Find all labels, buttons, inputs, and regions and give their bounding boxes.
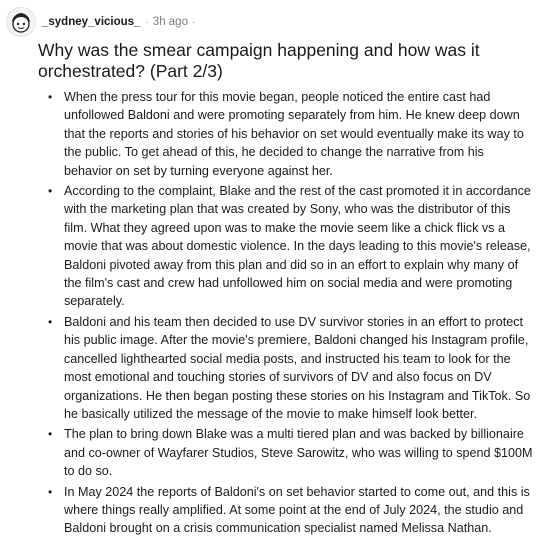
post-author[interactable]: _sydney_vicious_ — [42, 16, 141, 28]
list-item — [38, 483, 534, 538]
list-item-text: In May 2024 the reports of Baldoni's on set behavior started to come out, and this is where things really amplified. At some point at the end of July 2024, the studio and Baldoni brought on a crisis communication specialist named Melissa Nathan. — [64, 484, 530, 536]
meta-trailing-dot: · — [191, 16, 196, 28]
bullet-icon: • — [48, 314, 53, 329]
bullet-icon: • — [48, 90, 53, 104]
list-item-text: When the press tour for this movie began, people noticed the entire cast had unfollowed Baldoni and were promoting separately from him. He knew deep down that the reports and stories of his behavior on set would eventually make its way to the public. To get ahead of this, he decided to change the narrative from his behavior on set by turning everyone against her. — [64, 90, 524, 178]
post-body-list — [38, 88, 534, 540]
list-item — [38, 88, 534, 180]
list-item — [38, 313, 534, 423]
list-item-text: Baldoni and his team then decided to use DV survivor stories in an effort to protect his public image. After the movie's premiere, Baldoni changed his Instagram profile, cancelled lighthearted social media posts, and instructed his team to look for the most emotional and touching stories of survivors of DV and also focus on DV organizations. He then began posting these stories on his Instagram and TikTok. So he basically utilized the message of the movie to make himself look better. — [64, 314, 531, 421]
list-item-text: The plan to bring down Blake was a multi tiered plan and was backed by billionaire and co-owner of Wayfarer Studios, Steve Sarowitz, who was willing to spend $100M to do so. — [64, 427, 533, 479]
list-item — [38, 182, 534, 311]
post-title[interactable]: Why was the smear campaign happening and how was it orchestrated? (Part 2/3) — [38, 40, 480, 81]
meta-separator: · — [145, 16, 149, 28]
post-timestamp: 3h ago — [152, 16, 188, 28]
bullet-icon: • — [48, 427, 53, 442]
list-item — [38, 425, 534, 480]
list-item-text: According to the complaint, Blake and the rest of the cast promoted it in accordance with the marketing plan that was created by Sony, who was the distributor of this film. What they agreed upon was to make the movie seem like a chick flick vs a movie that was about domestic violence. In the days leading to this movie's release, Baldoni pivoted away from this plan and did so in an effort to explain why many of the film's cast and crew had unfollowed him on social media and were promoting separately. — [64, 184, 531, 309]
avatar[interactable] — [6, 7, 36, 37]
post-meta — [6, 6, 195, 38]
bullet-icon: • — [48, 484, 53, 499]
snoo-avatar-icon — [8, 9, 34, 35]
bullet-icon: • — [48, 184, 53, 199]
